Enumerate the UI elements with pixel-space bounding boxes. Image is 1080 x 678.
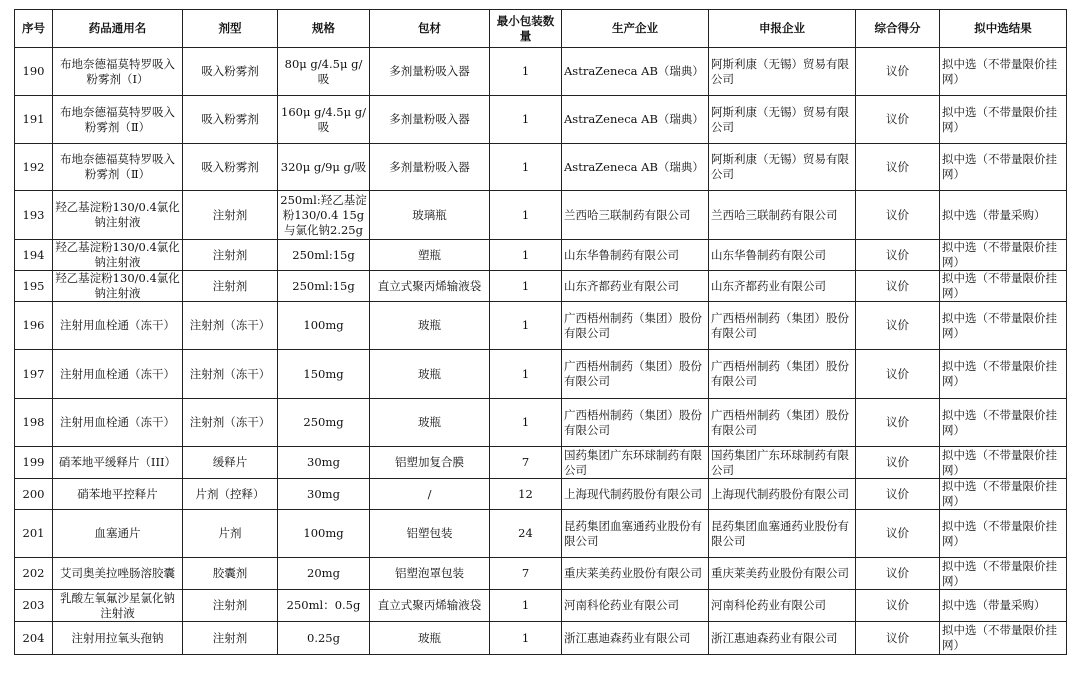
applicant-cell: 山东华鲁制药有限公司 xyxy=(709,240,856,271)
dosage-form-cell: 缓释片 xyxy=(183,447,278,479)
table-row xyxy=(15,302,1067,350)
min-pack-qty-cell: 1 xyxy=(490,302,562,350)
score-cell: 议价 xyxy=(856,590,940,622)
applicant-cell: 重庆莱美药业股份有限公司 xyxy=(709,558,856,590)
packaging-cell: / xyxy=(370,479,490,510)
result-cell: 拟中选（不带量限价挂网） xyxy=(940,240,1067,271)
dosage-form-cell: 注射剂（冻干） xyxy=(183,399,278,447)
score-cell: 议价 xyxy=(856,302,940,350)
packaging-cell: 直立式聚丙烯输液袋 xyxy=(370,271,490,302)
manufacturer-cell: AstraZeneca AB（瑞典） xyxy=(562,144,709,191)
specification-cell: 250mg xyxy=(278,399,370,447)
header-result: 拟中选结果 xyxy=(940,10,1067,48)
packaging-cell: 多剂量粉吸入器 xyxy=(370,96,490,144)
min-pack-qty-cell: 7 xyxy=(490,558,562,590)
drug-name-cell: 注射用拉氧头孢钠 xyxy=(53,622,183,655)
min-pack-qty-cell: 1 xyxy=(490,191,562,240)
table-row xyxy=(15,622,1067,655)
specification-cell: 320μ g/9μ g/吸 xyxy=(278,144,370,191)
score-cell: 议价 xyxy=(856,191,940,240)
table-body xyxy=(15,48,1067,655)
drug-name-cell: 注射用血栓通（冻干） xyxy=(53,399,183,447)
packaging-cell: 塑瓶 xyxy=(370,240,490,271)
table-row xyxy=(15,558,1067,590)
drug-name-cell: 羟乙基淀粉130/0.4氯化钠注射液 xyxy=(53,240,183,271)
applicant-cell: 上海现代制药股份有限公司 xyxy=(709,479,856,510)
table-row xyxy=(15,271,1067,302)
header-score: 综合得分 xyxy=(856,10,940,48)
dosage-form-cell: 注射剂 xyxy=(183,271,278,302)
drug-name-cell: 血塞通片 xyxy=(53,510,183,558)
specification-cell: 250ml:羟乙基淀粉130/0.4 15g与氯化钠2.25g xyxy=(278,191,370,240)
manufacturer-cell: 兰西哈三联制药有限公司 xyxy=(562,191,709,240)
result-cell: 拟中选（带量采购） xyxy=(940,590,1067,622)
specification-cell: 160μ g/4.5μ g/吸 xyxy=(278,96,370,144)
row-no-cell: 203 xyxy=(15,590,53,622)
row-no-cell: 201 xyxy=(15,510,53,558)
min-pack-qty-cell: 1 xyxy=(490,350,562,399)
dosage-form-cell: 注射剂 xyxy=(183,590,278,622)
manufacturer-cell: AstraZeneca AB（瑞典） xyxy=(562,96,709,144)
drug-selection-table xyxy=(14,9,1067,655)
specification-cell: 30mg xyxy=(278,447,370,479)
table-row xyxy=(15,191,1067,240)
header-specification: 规格 xyxy=(278,10,370,48)
applicant-cell: 广西梧州制药（集团）股份有限公司 xyxy=(709,302,856,350)
specification-cell: 100mg xyxy=(278,302,370,350)
result-cell: 拟中选（不带量限价挂网） xyxy=(940,447,1067,479)
row-no-cell: 196 xyxy=(15,302,53,350)
row-no-cell: 200 xyxy=(15,479,53,510)
row-no-cell: 195 xyxy=(15,271,53,302)
row-no-cell: 191 xyxy=(15,96,53,144)
packaging-cell: 玻璃瓶 xyxy=(370,191,490,240)
score-cell: 议价 xyxy=(856,48,940,96)
packaging-cell: 多剂量粉吸入器 xyxy=(370,144,490,191)
applicant-cell: 山东齐都药业有限公司 xyxy=(709,271,856,302)
row-no-cell: 193 xyxy=(15,191,53,240)
table-row xyxy=(15,447,1067,479)
manufacturer-cell: AstraZeneca AB（瑞典） xyxy=(562,48,709,96)
packaging-cell: 直立式聚丙烯输液袋 xyxy=(370,590,490,622)
result-cell: 拟中选（不带量限价挂网） xyxy=(940,558,1067,590)
result-cell: 拟中选（不带量限价挂网） xyxy=(940,144,1067,191)
drug-name-cell: 注射用血栓通（冻干） xyxy=(53,302,183,350)
score-cell: 议价 xyxy=(856,271,940,302)
applicant-cell: 兰西哈三联制药有限公司 xyxy=(709,191,856,240)
min-pack-qty-cell: 1 xyxy=(490,622,562,655)
table-row xyxy=(15,510,1067,558)
min-pack-qty-cell: 1 xyxy=(490,144,562,191)
header-drug-name: 药品通用名 xyxy=(53,10,183,48)
manufacturer-cell: 广西梧州制药（集团）股份有限公司 xyxy=(562,350,709,399)
score-cell: 议价 xyxy=(856,240,940,271)
header-applicant: 申报企业 xyxy=(709,10,856,48)
applicant-cell: 广西梧州制药（集团）股份有限公司 xyxy=(709,350,856,399)
applicant-cell: 阿斯利康（无锡）贸易有限公司 xyxy=(709,144,856,191)
drug-name-cell: 艾司奥美拉唑肠溶胶囊 xyxy=(53,558,183,590)
score-cell: 议价 xyxy=(856,510,940,558)
specification-cell: 250ml:15g xyxy=(278,240,370,271)
manufacturer-cell: 广西梧州制药（集团）股份有限公司 xyxy=(562,399,709,447)
row-no-cell: 190 xyxy=(15,48,53,96)
min-pack-qty-cell: 1 xyxy=(490,271,562,302)
min-pack-qty-cell: 1 xyxy=(490,399,562,447)
score-cell: 议价 xyxy=(856,96,940,144)
table-row xyxy=(15,479,1067,510)
manufacturer-cell: 重庆莱美药业股份有限公司 xyxy=(562,558,709,590)
score-cell: 议价 xyxy=(856,399,940,447)
manufacturer-cell: 广西梧州制药（集团）股份有限公司 xyxy=(562,302,709,350)
table-row xyxy=(15,144,1067,191)
drug-name-cell: 布地奈德福莫特罗吸入粉雾剂（Ⅱ） xyxy=(53,144,183,191)
manufacturer-cell: 国药集团广东环球制药有限公司 xyxy=(562,447,709,479)
specification-cell: 20mg xyxy=(278,558,370,590)
manufacturer-cell: 山东齐都药业有限公司 xyxy=(562,271,709,302)
drug-name-cell: 注射用血栓通（冻干） xyxy=(53,350,183,399)
dosage-form-cell: 注射剂 xyxy=(183,622,278,655)
header-min-pack-qty: 最小包装数量 xyxy=(490,10,562,48)
packaging-cell: 铝塑泡罩包装 xyxy=(370,558,490,590)
min-pack-qty-cell: 24 xyxy=(490,510,562,558)
result-cell: 拟中选（不带量限价挂网） xyxy=(940,510,1067,558)
dosage-form-cell: 注射剂（冻干） xyxy=(183,350,278,399)
result-cell: 拟中选（不带量限价挂网） xyxy=(940,271,1067,302)
specification-cell: 80μ g/4.5μ g/吸 xyxy=(278,48,370,96)
score-cell: 议价 xyxy=(856,622,940,655)
score-cell: 议价 xyxy=(856,479,940,510)
specification-cell: 0.25g xyxy=(278,622,370,655)
row-no-cell: 204 xyxy=(15,622,53,655)
header-no: 序号 xyxy=(15,10,53,48)
header-dosage-form: 剂型 xyxy=(183,10,278,48)
drug-name-cell: 布地奈德福莫特罗吸入粉雾剂（Ⅱ） xyxy=(53,96,183,144)
min-pack-qty-cell: 1 xyxy=(490,48,562,96)
applicant-cell: 河南科伦药业有限公司 xyxy=(709,590,856,622)
specification-cell: 150mg xyxy=(278,350,370,399)
score-cell: 议价 xyxy=(856,350,940,399)
dosage-form-cell: 注射剂（冻干） xyxy=(183,302,278,350)
manufacturer-cell: 昆药集团血塞通药业股份有限公司 xyxy=(562,510,709,558)
table-row xyxy=(15,96,1067,144)
packaging-cell: 玻瓶 xyxy=(370,302,490,350)
manufacturer-cell: 浙江惠迪森药业有限公司 xyxy=(562,622,709,655)
min-pack-qty-cell: 1 xyxy=(490,96,562,144)
drug-name-cell: 布地奈德福莫特罗吸入粉雾剂（Ⅰ） xyxy=(53,48,183,96)
applicant-cell: 昆药集团血塞通药业股份有限公司 xyxy=(709,510,856,558)
manufacturer-cell: 上海现代制药股份有限公司 xyxy=(562,479,709,510)
result-cell: 拟中选（不带量限价挂网） xyxy=(940,399,1067,447)
applicant-cell: 阿斯利康（无锡）贸易有限公司 xyxy=(709,48,856,96)
packaging-cell: 玻瓶 xyxy=(370,350,490,399)
dosage-form-cell: 片剂 xyxy=(183,510,278,558)
min-pack-qty-cell: 7 xyxy=(490,447,562,479)
row-no-cell: 202 xyxy=(15,558,53,590)
packaging-cell: 铝塑加复合膜 xyxy=(370,447,490,479)
min-pack-qty-cell: 1 xyxy=(490,240,562,271)
dosage-form-cell: 片剂（控释） xyxy=(183,479,278,510)
table-row xyxy=(15,350,1067,399)
applicant-cell: 浙江惠迪森药业有限公司 xyxy=(709,622,856,655)
table-row xyxy=(15,399,1067,447)
drug-name-cell: 硝苯地平缓释片（III） xyxy=(53,447,183,479)
dosage-form-cell: 注射剂 xyxy=(183,191,278,240)
score-cell: 议价 xyxy=(856,447,940,479)
applicant-cell: 国药集团广东环球制药有限公司 xyxy=(709,447,856,479)
manufacturer-cell: 山东华鲁制药有限公司 xyxy=(562,240,709,271)
result-cell: 拟中选（不带量限价挂网） xyxy=(940,479,1067,510)
result-cell: 拟中选（带量采购） xyxy=(940,191,1067,240)
specification-cell: 250ml:15g xyxy=(278,271,370,302)
result-cell: 拟中选（不带量限价挂网） xyxy=(940,302,1067,350)
row-no-cell: 199 xyxy=(15,447,53,479)
row-no-cell: 198 xyxy=(15,399,53,447)
row-no-cell: 192 xyxy=(15,144,53,191)
dosage-form-cell: 吸入粉雾剂 xyxy=(183,48,278,96)
specification-cell: 30mg xyxy=(278,479,370,510)
drug-name-cell: 硝苯地平控释片 xyxy=(53,479,183,510)
packaging-cell: 玻瓶 xyxy=(370,622,490,655)
dosage-form-cell: 吸入粉雾剂 xyxy=(183,96,278,144)
applicant-cell: 阿斯利康（无锡）贸易有限公司 xyxy=(709,96,856,144)
table-row xyxy=(15,590,1067,622)
dosage-form-cell: 吸入粉雾剂 xyxy=(183,144,278,191)
specification-cell: 250ml：0.5g xyxy=(278,590,370,622)
packaging-cell: 铝塑包装 xyxy=(370,510,490,558)
dosage-form-cell: 注射剂 xyxy=(183,240,278,271)
applicant-cell: 广西梧州制药（集团）股份有限公司 xyxy=(709,399,856,447)
min-pack-qty-cell: 1 xyxy=(490,590,562,622)
drug-name-cell: 乳酸左氧氟沙星氯化钠注射液 xyxy=(53,590,183,622)
row-no-cell: 197 xyxy=(15,350,53,399)
score-cell: 议价 xyxy=(856,558,940,590)
header-manufacturer: 生产企业 xyxy=(562,10,709,48)
result-cell: 拟中选（不带量限价挂网） xyxy=(940,96,1067,144)
result-cell: 拟中选（不带量限价挂网） xyxy=(940,48,1067,96)
min-pack-qty-cell: 12 xyxy=(490,479,562,510)
table-row xyxy=(15,48,1067,96)
header-row xyxy=(15,10,1067,48)
score-cell: 议价 xyxy=(856,144,940,191)
specification-cell: 100mg xyxy=(278,510,370,558)
result-cell: 拟中选（不带量限价挂网） xyxy=(940,622,1067,655)
dosage-form-cell: 胶囊剂 xyxy=(183,558,278,590)
packaging-cell: 多剂量粉吸入器 xyxy=(370,48,490,96)
header-packaging: 包材 xyxy=(370,10,490,48)
drug-name-cell: 羟乙基淀粉130/0.4氯化钠注射液 xyxy=(53,191,183,240)
result-cell: 拟中选（不带量限价挂网） xyxy=(940,350,1067,399)
row-no-cell: 194 xyxy=(15,240,53,271)
manufacturer-cell: 河南科伦药业有限公司 xyxy=(562,590,709,622)
table-row xyxy=(15,240,1067,271)
drug-name-cell: 羟乙基淀粉130/0.4氯化钠注射液 xyxy=(53,271,183,302)
packaging-cell: 玻瓶 xyxy=(370,399,490,447)
